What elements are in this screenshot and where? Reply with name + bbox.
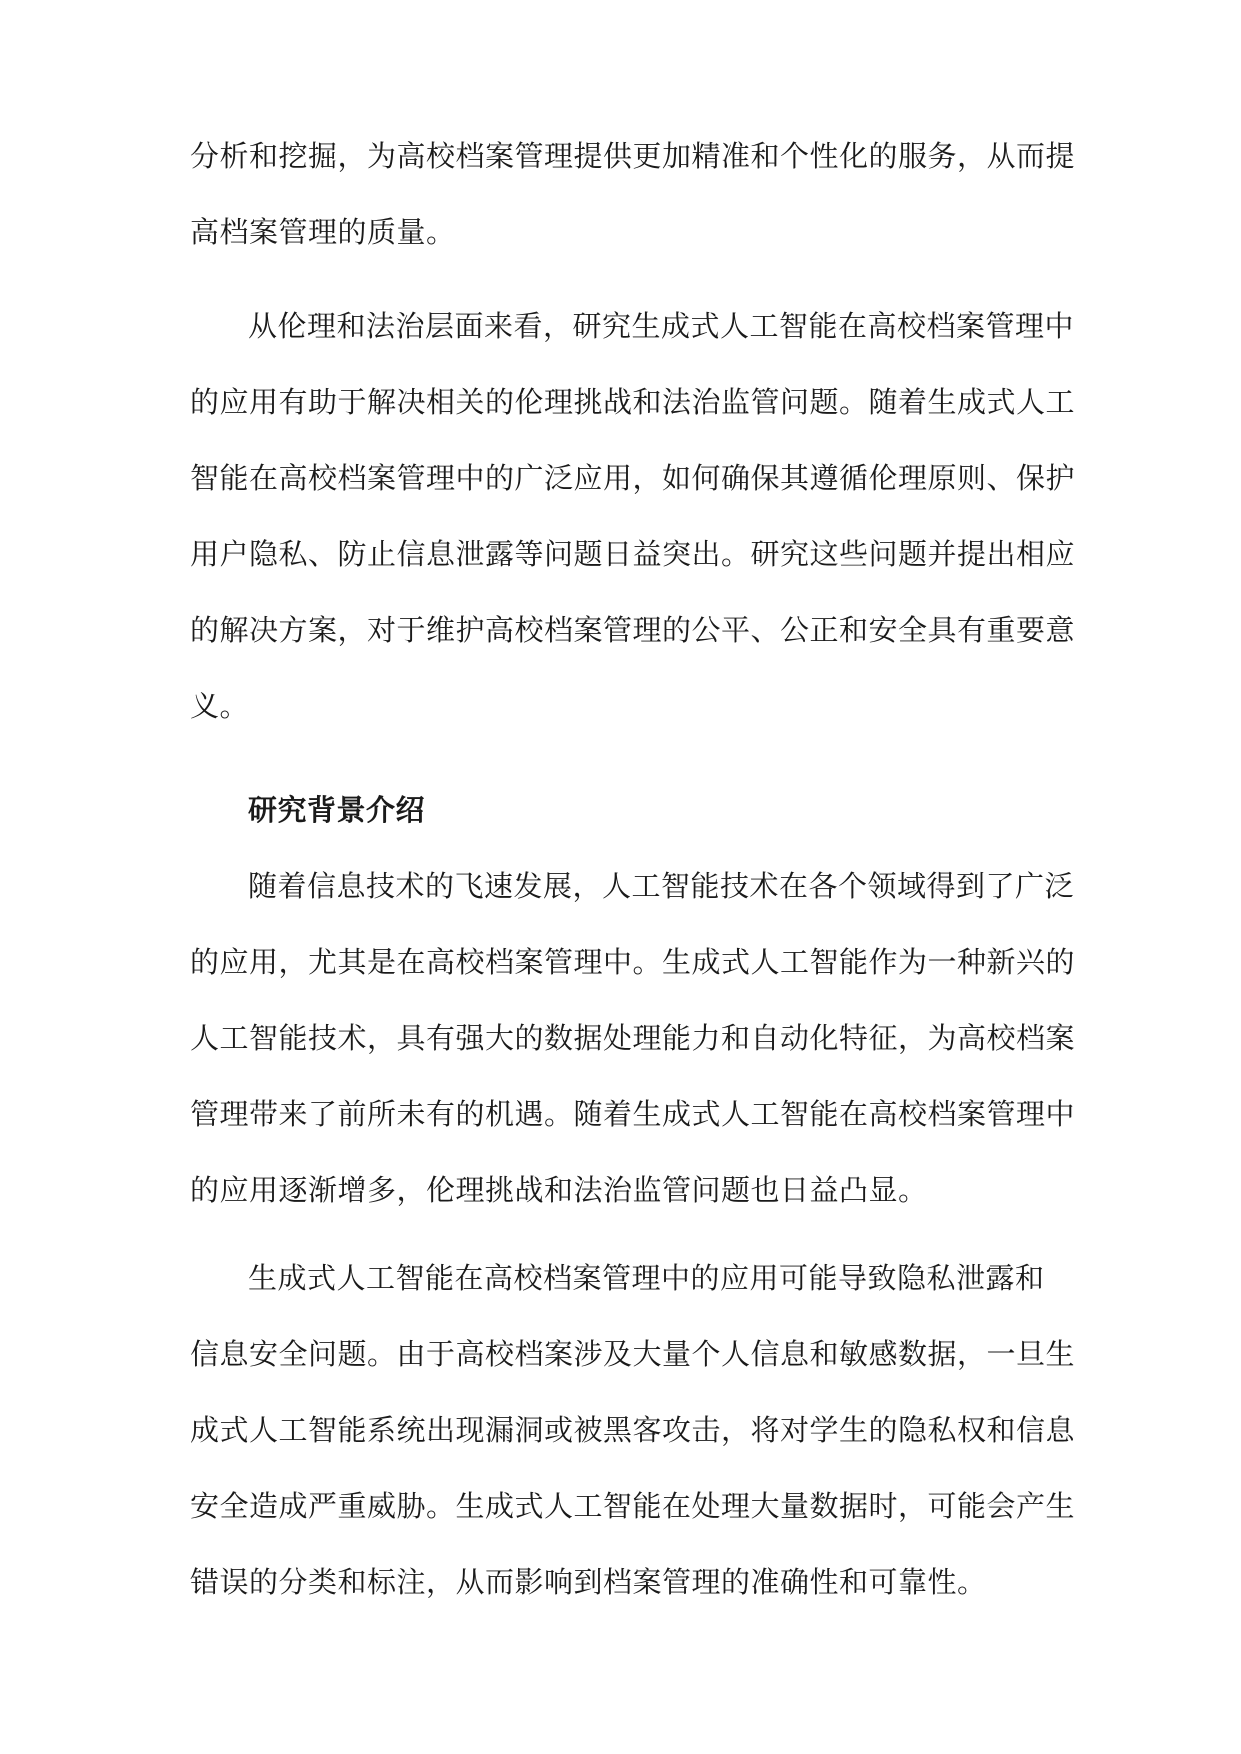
paragraph-2-line-5: 的解决方案，对于维护高校档案管理的公平、公正和安全具有重要意 [190,613,1076,647]
paragraph-4-line-3: 成式人工智能系统出现漏洞或被黑客攻击，将对学生的隐私权和信息 [190,1413,1076,1447]
paragraph-3-line-2: 的应用，尤其是在高校档案管理中。生成式人工智能作为一种新兴的 [190,945,1076,979]
paragraph-2-line-1: 从伦理和法治层面来看，研究生成式人工智能在高校档案管理中 [248,309,1075,343]
paragraph-2-line-3: 智能在高校档案管理中的广泛应用，如何确保其遵循伦理原则、保护 [190,461,1076,495]
paragraph-2-line-6: 义。 [190,689,250,723]
paragraph-4-line-5: 错误的分类和标注，从而影响到档案管理的准确性和可靠性。 [190,1565,987,1599]
paragraph-3-line-1: 随着信息技术的飞速发展，人工智能技术在各个领域得到了广泛 [248,869,1075,903]
paragraph-4-line-1: 生成式人工智能在高校档案管理中的应用可能导致隐私泄露和 [248,1261,1045,1295]
section-heading: 研究背景介绍 [248,793,426,827]
paragraph-2-line-4: 用户隐私、防止信息泄露等问题日益突出。研究这些问题并提出相应 [190,537,1076,571]
paragraph-3-line-3: 人工智能技术，具有强大的数据处理能力和自动化特征，为高校档案 [190,1021,1076,1055]
paragraph-4-line-4: 安全造成严重威胁。生成式人工智能在处理大量数据时，可能会产生 [190,1489,1076,1523]
paragraph-4-line-2: 信息安全问题。由于高校档案涉及大量个人信息和敏感数据，一旦生 [190,1337,1076,1371]
paragraph-3-line-4: 管理带来了前所未有的机遇。随着生成式人工智能在高校档案管理中 [190,1097,1076,1131]
paragraph-3-line-5: 的应用逐渐增多，伦理挑战和法治监管问题也日益凸显。 [190,1173,928,1207]
paragraph-2-line-2: 的应用有助于解决相关的伦理挑战和法治监管问题。随着生成式人工 [190,385,1076,419]
paragraph-1-line-1: 分析和挖掘，为高校档案管理提供更加精准和个性化的服务，从而提 [190,139,1076,173]
paragraph-1-line-2: 高档案管理的质量。 [190,215,456,249]
